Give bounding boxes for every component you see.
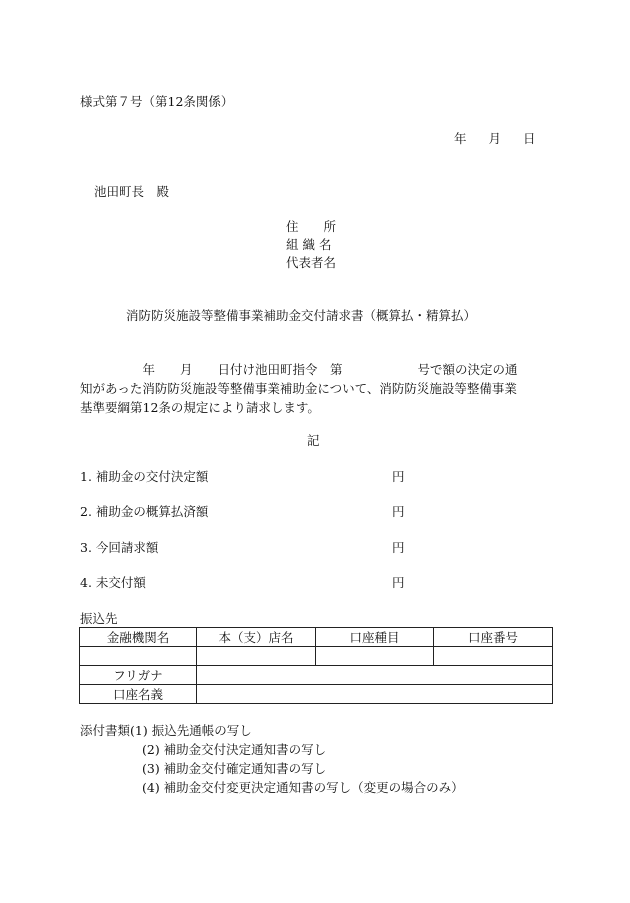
sender-block [286,219,336,273]
form-number: 様式第７号（第12条関係） [80,94,234,109]
item-4-label: 4. 未交付額 [80,575,146,590]
item-1-yen: 円 [392,469,405,484]
item-2-label: 2. 補助金の概算払済額 [80,504,209,519]
bank-value-row [80,647,553,666]
ki-heading: 記 [307,433,320,448]
attachments-block [80,723,464,799]
attachment-item-4: (4) 補助金交付変更決定通知書の写し（変更の場合のみ） [142,780,464,795]
sender-representative-label: 代表者名 [286,255,337,270]
body-line-2: 知があった消防防災施設等整備事業補助金について、消防防災施設等整備事業 [80,381,517,396]
bank-account-name-label: 口座名義 [80,685,197,704]
item-2-yen: 円 [392,504,405,519]
attachment-row-3 [80,761,464,780]
attachment-item-2: (2) 補助金交付決定通知書の写し [142,742,327,757]
attachment-item-3: (3) 補助金交付確定通知書の写し [142,761,327,776]
addressee: 池田町長 殿 [94,184,170,199]
bank-account-name-row [80,685,553,704]
item-3-label: 3. 今回請求額 [80,540,159,555]
date-month-label: 月 [488,131,502,146]
body-paragraph [80,360,560,417]
item-3-yen: 円 [392,540,405,555]
date-year-label: 年 [454,131,467,146]
bank-table [79,627,553,704]
bank-institution-cell[interactable] [80,647,197,666]
bank-header-account-number: 口座番号 [434,628,553,647]
attachments-label: 添付書類 [80,723,131,738]
sender-address-label: 住 所 [286,219,337,234]
bank-header-branch: 本（支）店名 [197,628,316,647]
bank-header-institution: 金融機関名 [80,628,197,647]
date-line [454,131,536,147]
bank-furigana-row [80,666,553,685]
body-line-1: 年 月 日付け池田町指令 第 号で額の決定の通 [80,362,518,377]
attachment-item-1: (1) 振込先通帳の写し [130,723,252,738]
attachment-row-1 [80,723,464,742]
sender-organization-label: 組 織 名 [286,237,332,252]
bank-header-account-type: 口座種目 [316,628,434,647]
item-1-label: 1. 補助金の交付決定額 [80,469,209,484]
bank-account-type-cell[interactable] [316,647,434,666]
date-day-label: 日 [523,131,536,146]
bank-furigana-label: フリガナ [80,666,197,685]
body-line-3: 基準要綱第12条の規定により請求します。 [80,400,320,415]
attachment-row-4 [80,780,464,799]
bank-account-number-cell[interactable] [434,647,553,666]
bank-furigana-cell[interactable] [197,666,553,685]
item-4-yen: 円 [392,575,405,590]
bank-header-row [80,628,553,647]
document-title: 消防防災施設等整備事業補助金交付請求書（概算払・精算払） [126,308,477,323]
bank-account-name-cell[interactable] [197,685,553,704]
attachment-row-2 [80,742,464,761]
bank-branch-cell[interactable] [197,647,316,666]
bank-section-label: 振込先 [80,611,118,626]
